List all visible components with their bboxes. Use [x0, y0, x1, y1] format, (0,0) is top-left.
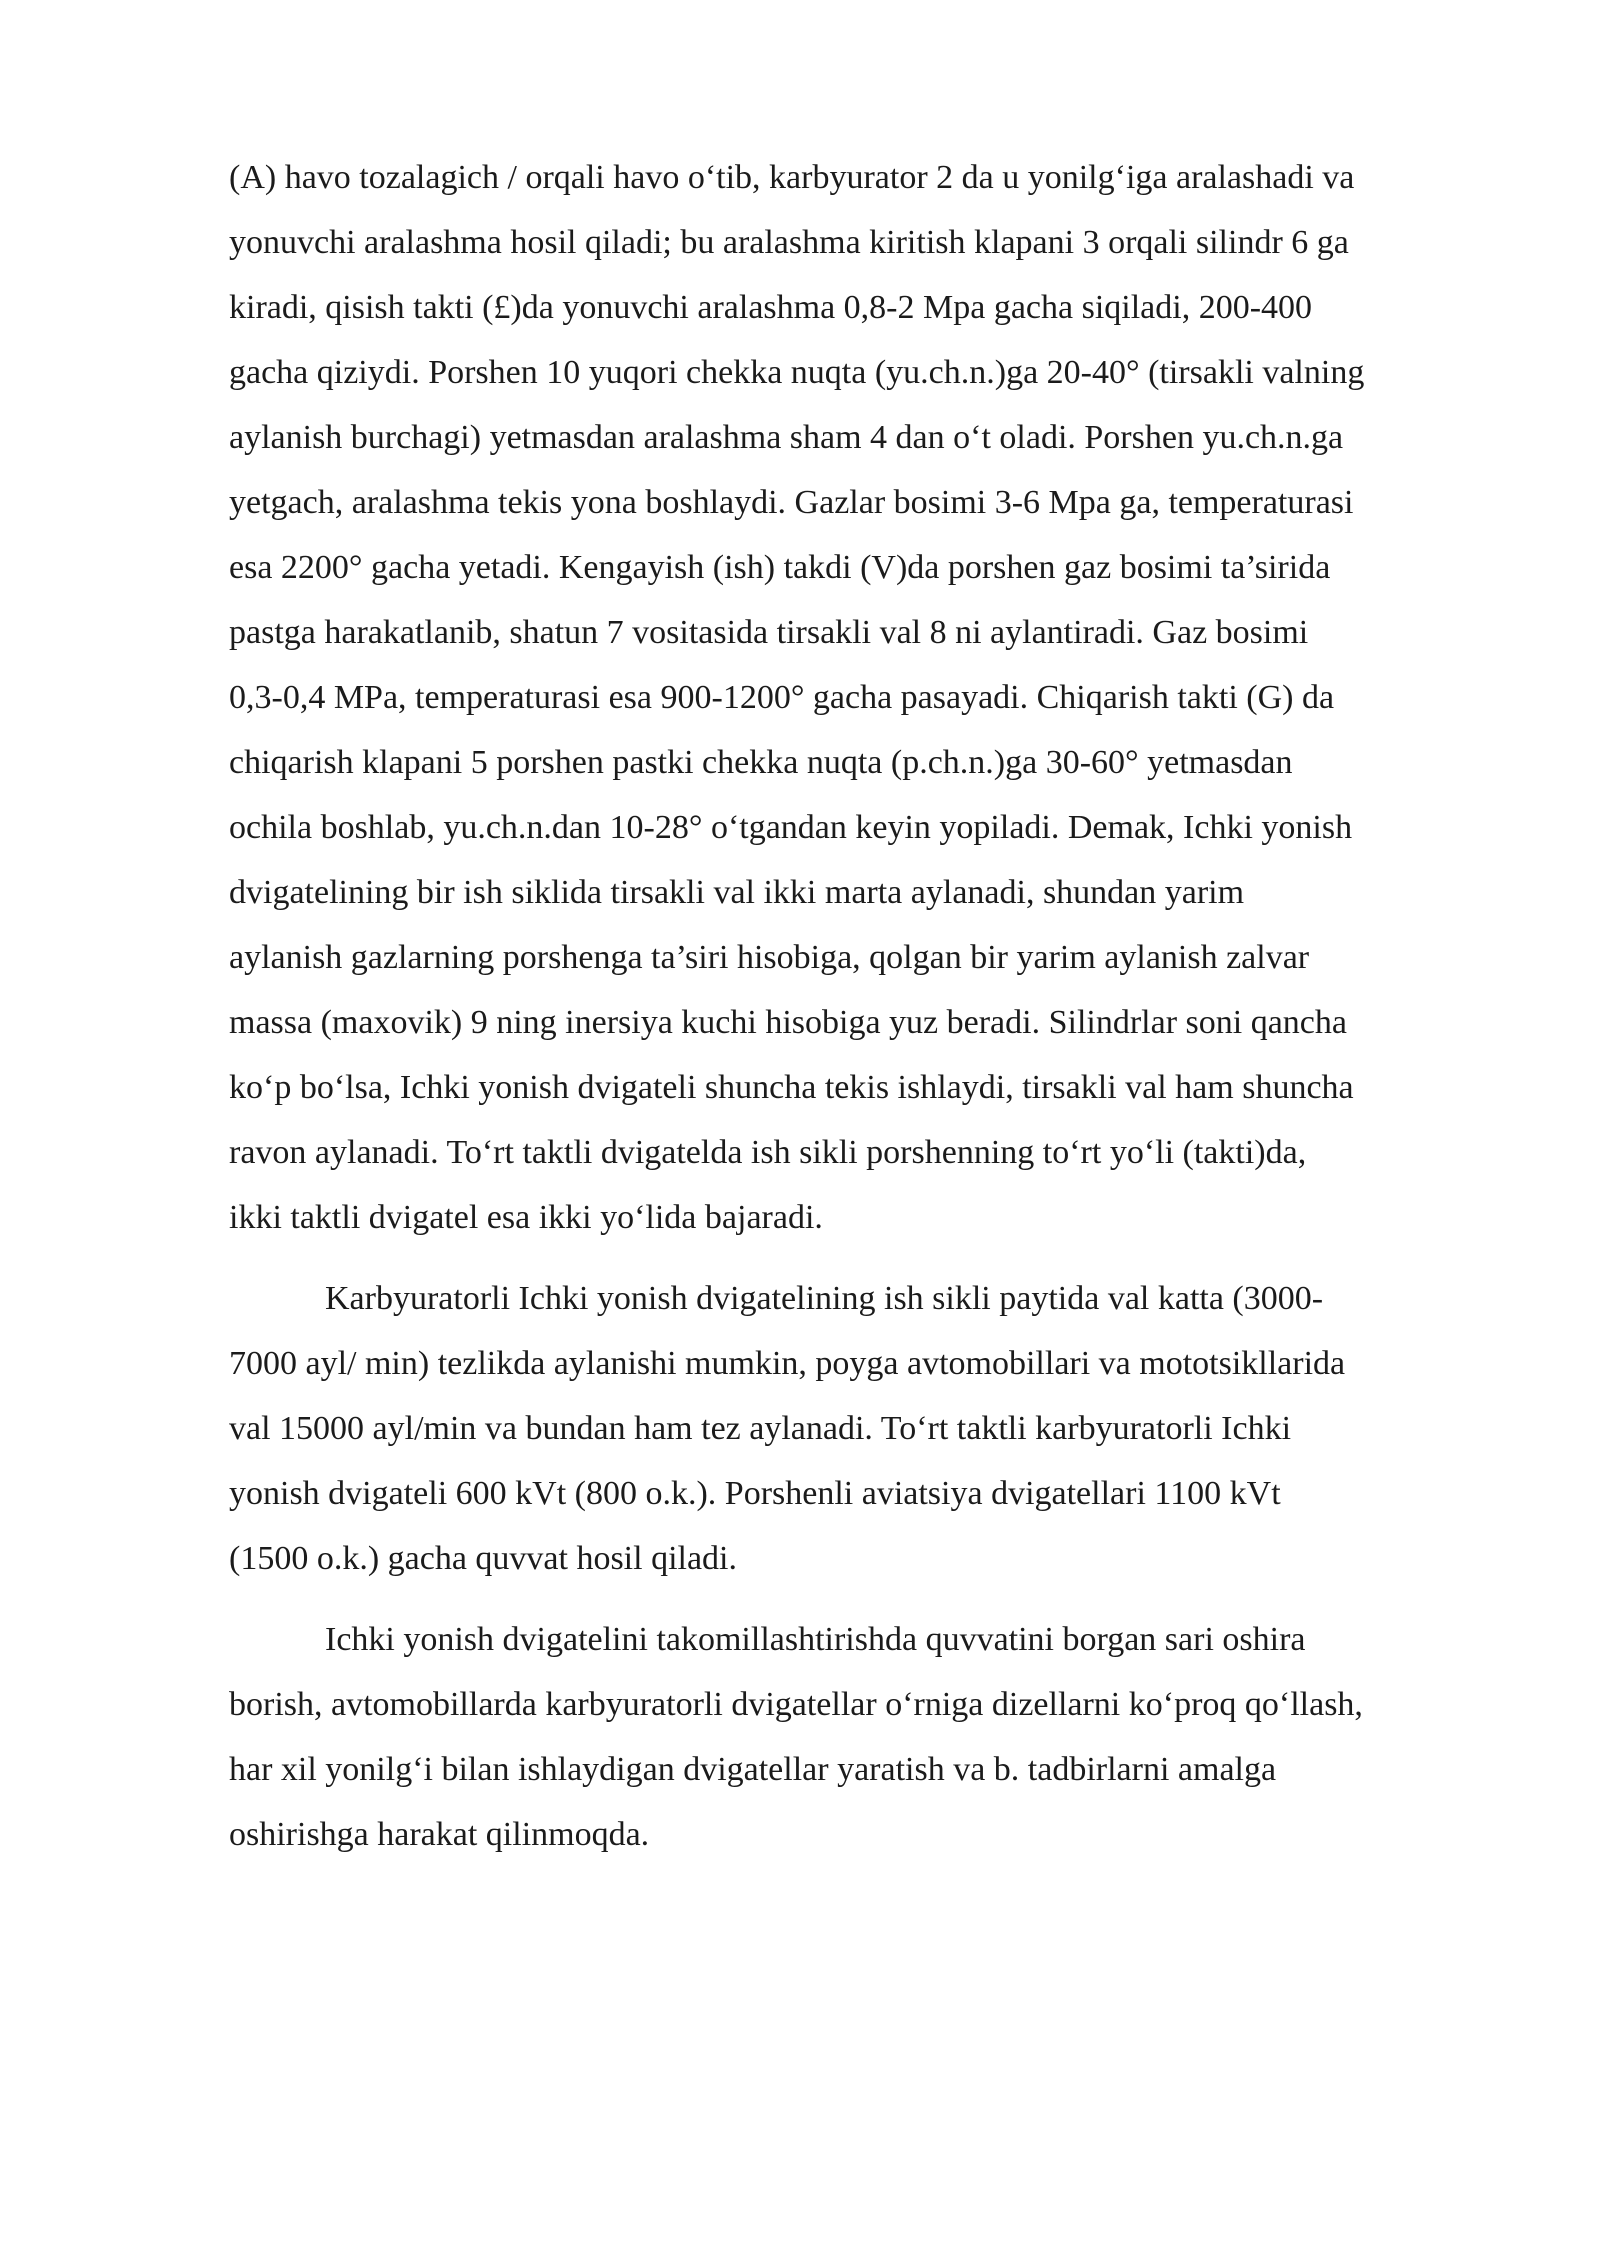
text-line: esa 2200° gacha yetadi. Kengayish (ish) takdi (V)da porshen gaz bosimi ta’sirida: [229, 549, 1331, 586]
text-line: (A) havo tozalagich / orqali havo o‘tib, karbyurator 2 da u yonilg‘iga aralashadi va: [229, 159, 1355, 196]
text-line: val 15000 ayl/min va bundan ham tez aylanadi. To‘rt taktli karbyuratorli Ichki: [229, 1410, 1292, 1447]
document-body: [229, 145, 1500, 1867]
text-line: yonish dvigateli 600 kVt (800 o.k.). Porshenli aviatsiya dvigatellari 1100 kVt: [229, 1475, 1281, 1512]
text-line: dvigatelining bir ish siklida tirsakli val ikki marta aylanadi, shundan yarim: [229, 874, 1245, 911]
text-line: pastga harakatlanib, shatun 7 vositasida tirsakli val 8 ni aylantiradi. Gaz bosimi: [229, 614, 1309, 651]
text-line: ikki taktli dvigatel esa ikki yo‘lida bajaradi.: [229, 1199, 823, 1236]
text-line: 7000 ayl/ min) tezlikda aylanishi mumkin, poyga avtomobillari va mototsikllarida: [229, 1345, 1346, 1382]
text-line: har xil yonilg‘i bilan ishlaydigan dvigatellar yaratish va b. tadbirlarni amalga: [229, 1751, 1277, 1788]
text-line: borish, avtomobillarda karbyuratorli dvigatellar o‘rniga dizellarni ko‘proq qo‘llash,: [229, 1686, 1363, 1723]
text-line: aylanish burchagi) yetmasdan aralashma sham 4 dan o‘t oladi. Porshen yu.ch.n.ga: [229, 419, 1344, 456]
paragraph-engine-cycle: [229, 145, 1500, 1250]
text-line: yetgach, aralashma tekis yona boshlaydi. Gazlar bosimi 3-6 Mpa ga, temperaturasi: [229, 484, 1354, 521]
text-line: aylanish gazlarning porshenga ta’siri hisobiga, qolgan bir yarim aylanish zalvar: [229, 939, 1310, 976]
paragraph-carburetor-speed: [229, 1266, 1500, 1591]
text-line: (1500 o.k.) gacha quvvat hosil qiladi.: [229, 1540, 738, 1577]
text-line: Ichki yonish dvigatelini takomillashtirishda quvvatini borgan sari oshira: [325, 1621, 1306, 1658]
text-line: ko‘p bo‘lsa, Ichki yonish dvigateli shuncha tekis ishlaydi, tirsakli val ham shuncha: [229, 1069, 1354, 1106]
text-line: oshirishga harakat qilinmoqda.: [229, 1816, 650, 1853]
text-line: chiqarish klapani 5 porshen pastki chekka nuqta (p.ch.n.)ga 30-60° yetmasdan: [229, 744, 1293, 781]
text-line: ochila boshlab, yu.ch.n.dan 10-28° o‘tgandan keyin yopiladi. Demak, Ichki yonish: [229, 809, 1353, 846]
text-line: Karbyuratorli Ichki yonish dvigatelining ish sikli paytida val katta (3000-: [325, 1280, 1324, 1317]
text-line: massa (maxovik) 9 ning inersiya kuchi hisobiga yuz beradi. Silindrlar soni qancha: [229, 1004, 1347, 1041]
paragraph-engine-improvement: [229, 1607, 1500, 1867]
text-line: gacha qiziydi. Porshen 10 yuqori chekka nuqta (yu.ch.n.)ga 20-40° (tirsakli valning: [229, 354, 1365, 391]
text-line: yonuvchi aralashma hosil qiladi; bu aralashma kiritish klapani 3 orqali silindr 6 ga: [229, 224, 1349, 261]
text-line: ravon aylanadi. To‘rt taktli dvigatelda ish sikli porshenning to‘rt yo‘li (takti)da,: [229, 1134, 1307, 1171]
text-line: 0,3-0,4 MPa, temperaturasi esa 900-1200° gacha pasayadi. Chiqarish takti (G) da: [229, 679, 1335, 716]
text-line: kiradi, qisish takti (£)da yonuvchi aralashma 0,8-2 Mpa gacha siqiladi, 200-400: [229, 289, 1313, 326]
